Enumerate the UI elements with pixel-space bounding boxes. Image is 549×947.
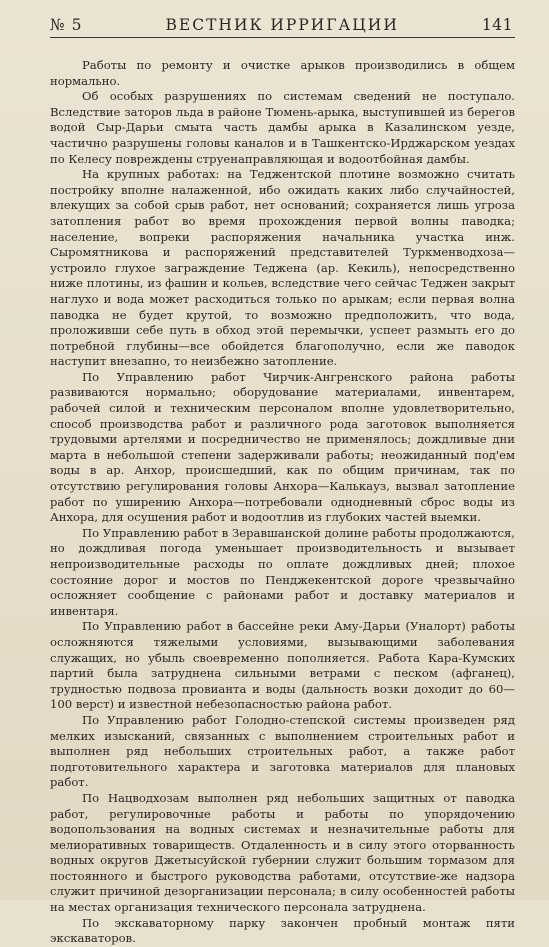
- page-number: 141: [481, 16, 513, 34]
- paragraph: По экскаваторному парку закончен пробный монтаж пяти экскаваторов.: [50, 915, 515, 946]
- header-rule: [50, 37, 515, 38]
- paragraph: По Управлению работ в бассейне реки Аму-Дарьи (Уналорт) работы осложняются тяжелыми условиями, вызывающими заболевания служащих, но убыль своевременно пополняется. Работа Кара-Кумских партий была затруднена сильными ветрами с песком (афганец), трудностью подвоза провианта и воды (дальность возки доходит до 60—100 верст) и известной небезопасностью района работ.: [50, 619, 515, 712]
- paragraph: По Нацводхозам выполнен ряд небольших защитных от паводка работ, регулировочные работы и работы по упорядочению водопользования на водных системах и незначительные работы для мелиоративных товариществ. Отдаленность и в силу этого оторванность водных округов Джетысуйской губернии служит большим тормазом для постоянного и быстрого руководства работами, отсутствие-же надзора служит причиной дезорганизации персонала; в силу особенностей работы на местах организация технического персонала затруднена.: [50, 790, 515, 915]
- paragraph: Работы по ремонту и очистке арыков производились в общем нормально.: [50, 58, 515, 88]
- paragraph: По Управлению работ Голодно-степской системы произведен ряд мелких изысканий, связанных с выполнением строительных работ и выполнен ряд небольших строительных работ, а также работ подготовительного характера и заготовка материалов для плановых работ.: [50, 712, 515, 790]
- issue-number: № 5: [50, 16, 83, 34]
- paragraph: На крупных работах: на Теджентской плотине возможно считать постройку вполне налаженной, ибо ожидать каких либо случайностей, влекущих за собой срыв работ, нет оснований; сохраняется лишь угроза затопления работ во время прохождения первой волны паводка; население, вопреки распоряжения начальника участка инж. Сыромятникова и распоряжений представителей Туркменводхоза—устроило глухое заграждение Теджена (ар. Кекиль), непосредственно ниже плотины, из фашин и кольев, вследствие чего сейчас Теджен закрыт наглухо и вода может расходиться только по арыкам; если первая волна паводка не будет крутой, то возможно предположить, что вода, проложивши себе путь в обход этой перемычки, успеет размыть его до потребной глубины—все обойдется благополучно, если же паводок наступит внезапно, то неизбежно затопление.: [50, 167, 515, 369]
- paragraph: Об особых разрушениях по системам сведений не поступало. Вследствие заторов льда в районе Тюмень-арыка, выступившей из берегов водой Сыр-Дарьи смыта часть дамбы арыка в Казалинском уезде, частично разрушены головы каналов и в Ташкентско-Ирджарском уездах по Келесу повреждены струенаправляющая и водоотбойная дамбы.: [50, 89, 515, 166]
- paragraph: По Управлению работ Чирчик-Ангренского района работы развиваются нормально; оборудование материалами, инвентарем, рабочей силой и техническим персоналом вполне удовлетворительно, способ производства работ и различного рода заготовок выполняется трудовыми артелями и посредничество не применялось; дождливые дни марта в небольшой степени задерживали работы; неожиданный под'ем воды в ар. Анхор, происшедший, как по общим причинам, так по отсутствию регулирования головы Анхора—Калькауз, вызвал затопление работ по уширению Анхора—потребовали однодневный сброс воды из Анхора, для осушения работ и водоотлив из глубоких частей выемки.: [50, 369, 515, 525]
- page-header: [50, 16, 515, 34]
- paragraph: По Управлению работ в Зеравшанской долине работы продолжаются, но дождливая погода уменьшает производительность и вызывает непроизводительные расходы по оплате дождливых дней; плохое состояние дорог и мостов по Пенджекентской дороге чрезвычайно осложняет сообщение с районами работ и доставку материалов и инвентаря.: [50, 525, 515, 618]
- article-body: [50, 58, 515, 947]
- journal-title: ВЕСТНИК ИРРИГАЦИИ: [165, 16, 399, 34]
